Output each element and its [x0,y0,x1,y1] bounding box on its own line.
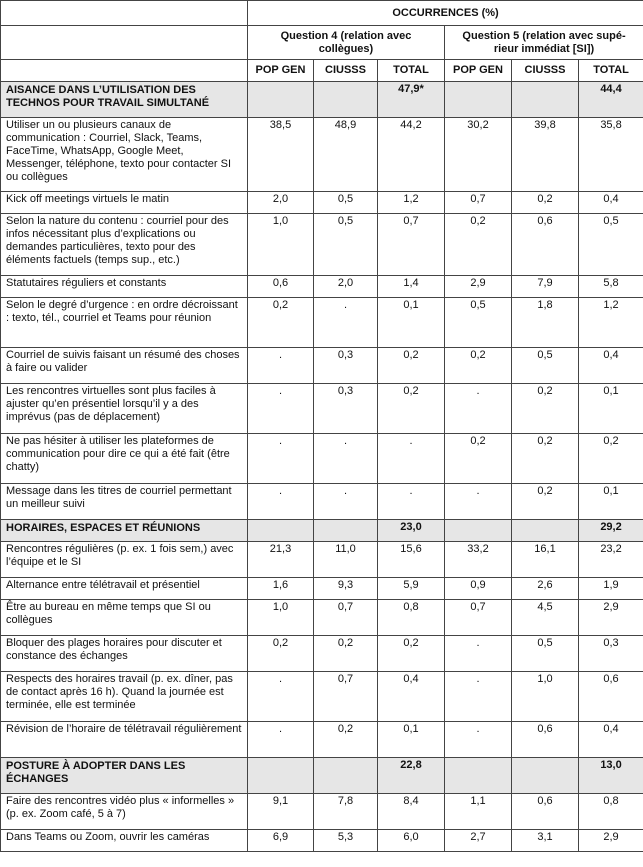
value-cell: 16,1 [512,542,579,578]
value-cell: 0,5 [512,636,579,672]
table-row [1,276,643,298]
value-cell: 1,9 [579,578,643,600]
value-cell: 0,4 [378,672,445,722]
value-cell: . [378,484,445,520]
value-cell: 0,7 [445,600,512,636]
table-row [1,484,643,520]
value-cell: 1,4 [378,276,445,298]
value-cell: 5,8 [579,276,643,298]
value-cell: 0,3 [314,348,378,384]
table-body [1,82,643,852]
value-cell: 0,1 [579,384,643,434]
section-row [1,82,643,118]
value-cell: . [445,722,512,758]
value-cell: 35,8 [579,118,643,192]
value-cell: 1,6 [248,578,314,600]
value-cell: 4,5 [512,600,579,636]
value-cell: 0,2 [512,484,579,520]
value-cell: 23,0 [378,520,445,542]
table-row [1,830,643,852]
value-cell: . [445,672,512,722]
question-5-header: Question 5 (relation avec supé- rieur immédiat [SI]) [445,26,643,60]
value-cell: 21,3 [248,542,314,578]
value-cell: 2,9 [579,600,643,636]
table-row [1,434,643,484]
value-cell: 0,6 [512,794,579,830]
value-cell: 0,1 [378,298,445,348]
value-cell: . [248,434,314,484]
column-header: TOTAL [378,60,445,82]
value-cell: 15,6 [378,542,445,578]
table-row [1,578,643,600]
value-cell: 1,0 [248,600,314,636]
row-label: Alternance entre télétravail et présentiel [1,578,248,600]
value-cell: 0,9 [445,578,512,600]
row-label: Faire des rencontres vidéo plus « informelles » (p. ex. Zoom café, 5 à 7) [1,794,248,830]
row-label: Ne pas hésiter à utiliser les plateformes de communication pour dire ce qui a été fait (être chatty) [1,434,248,484]
row-label: Être au bureau en même temps que SI ou collègues [1,600,248,636]
value-cell [248,758,314,794]
table-row [1,600,643,636]
value-cell: 7,9 [512,276,579,298]
column-header: POP GEN [445,60,512,82]
value-cell [445,758,512,794]
section-label: POSTURE À ADOPTER DANS LES ÉCHANGES [1,758,248,794]
value-cell: 0,5 [314,192,378,214]
row-label: Les rencontres virtuelles sont plus faciles à ajuster qu’en présentiel lorsqu’il y a des imprévus (pas de déplacement) [1,384,248,434]
value-cell: 13,0 [579,758,643,794]
value-cell: . [378,434,445,484]
table-row [1,722,643,758]
row-label: Courriel de suivis faisant un résumé des choses à faire ou valider [1,348,248,384]
column-header: TOTAL [579,60,643,82]
corner-cell [1,1,248,26]
value-cell: 22,8 [378,758,445,794]
value-cell: 5,3 [314,830,378,852]
section-row [1,758,643,794]
value-cell: 6,9 [248,830,314,852]
value-cell: 0,5 [512,348,579,384]
column-header: POP GEN [248,60,314,82]
row-label: Respects des horaires travail (p. ex. dîner, pas de contact après 16 h). Quand la journée est terminée, elle est terminée [1,672,248,722]
value-cell: 0,8 [378,600,445,636]
value-cell: 0,2 [378,636,445,672]
corner-cell-3 [1,60,248,82]
value-cell: 0,2 [445,214,512,276]
value-cell: 0,2 [314,722,378,758]
value-cell: . [248,384,314,434]
value-cell: 11,0 [314,542,378,578]
value-cell: 0,2 [445,348,512,384]
corner-cell-2 [1,26,248,60]
value-cell: 48,9 [314,118,378,192]
value-cell: 9,3 [314,578,378,600]
value-cell: 0,4 [579,348,643,384]
value-cell [314,758,378,794]
value-cell: 44,4 [579,82,643,118]
occurrences-header: OCCURRENCES (%) [248,1,643,26]
value-cell [512,82,579,118]
section-label: AISANCE DANS L’UTILISATION DES TECHNOS POUR TRAVAIL SIMULTANÉ [1,82,248,118]
value-cell: 2,0 [248,192,314,214]
value-cell: 6,0 [378,830,445,852]
row-label: Dans Teams ou Zoom, ouvrir les caméras [1,830,248,852]
value-cell: 0,8 [579,794,643,830]
value-cell [512,758,579,794]
value-cell [445,82,512,118]
value-cell: 0,4 [579,722,643,758]
value-cell [445,520,512,542]
table-row [1,636,643,672]
table-row [1,298,643,348]
row-label: Selon le degré d’urgence : en ordre décroissant : texto, tél., courriel et Teams pour réunion [1,298,248,348]
value-cell: 0,1 [579,484,643,520]
value-cell: . [314,298,378,348]
value-cell: 0,2 [248,298,314,348]
value-cell [248,82,314,118]
row-label: Révision de l’horaire de télétravail régulièrement [1,722,248,758]
value-cell: 38,5 [248,118,314,192]
row-label: Rencontres régulières (p. ex. 1 fois sem,) avec l’équipe et le SI [1,542,248,578]
value-cell: 1,8 [512,298,579,348]
value-cell: 0,2 [248,636,314,672]
table-row [1,348,643,384]
section-label: HORAIRES, ESPACES ET RÉUNIONS [1,520,248,542]
table-row [1,214,643,276]
value-cell: 0,6 [512,722,579,758]
column-header: CIUSSS [512,60,579,82]
value-cell: 5,9 [378,578,445,600]
value-cell [248,520,314,542]
value-cell: . [314,484,378,520]
value-cell: 0,6 [248,276,314,298]
value-cell: 0,5 [314,214,378,276]
value-cell: 2,9 [445,276,512,298]
value-cell: 0,7 [378,214,445,276]
value-cell: 2,0 [314,276,378,298]
value-cell: 29,2 [579,520,643,542]
value-cell: 23,2 [579,542,643,578]
value-cell [314,82,378,118]
question-4-header: Question 4 (relation avec collègues) [248,26,445,60]
value-cell: 1,2 [579,298,643,348]
value-cell: 0,2 [445,434,512,484]
value-cell: . [314,434,378,484]
value-cell: 0,2 [512,434,579,484]
value-cell: 0,2 [378,348,445,384]
value-cell: . [445,636,512,672]
value-cell: 3,1 [512,830,579,852]
section-row [1,520,643,542]
value-cell: 2,6 [512,578,579,600]
value-cell: . [248,348,314,384]
row-label: Bloquer des plages horaires pour discuter et constance des échanges [1,636,248,672]
table-row [1,192,643,214]
value-cell: 1,1 [445,794,512,830]
value-cell: 0,5 [445,298,512,348]
value-cell: 0,1 [378,722,445,758]
row-label: Selon la nature du contenu : courriel pour des infos nécessitant plus d’explications ou demandes particulières, texto pour des éléments factuels (temps sup., etc.) [1,214,248,276]
value-cell: 0,2 [579,434,643,484]
value-cell: 9,1 [248,794,314,830]
value-cell: 0,3 [579,636,643,672]
value-cell: . [445,484,512,520]
value-cell: 0,7 [314,672,378,722]
table-row [1,672,643,722]
value-cell: . [248,722,314,758]
value-cell: 0,4 [579,192,643,214]
value-cell: 0,6 [579,672,643,722]
value-cell: . [445,384,512,434]
value-cell: 1,2 [378,192,445,214]
value-cell: 0,2 [512,192,579,214]
value-cell: 47,9* [378,82,445,118]
value-cell: 7,8 [314,794,378,830]
value-cell: 2,7 [445,830,512,852]
value-cell: 30,2 [445,118,512,192]
value-cell: 0,3 [314,384,378,434]
value-cell: 0,2 [378,384,445,434]
value-cell: 0,5 [579,214,643,276]
value-cell: 0,6 [512,214,579,276]
value-cell: 1,0 [512,672,579,722]
table-row [1,384,643,434]
value-cell: . [248,484,314,520]
value-cell: 0,2 [512,384,579,434]
row-label: Utiliser un ou plusieurs canaux de communication : Courriel, Slack, Teams, FaceTime, WhatsApp, Google Meet, Messenger, téléphone, texto pour contacter SI ou collègues [1,118,248,192]
row-label: Statutaires réguliers et constants [1,276,248,298]
value-cell: 0,7 [445,192,512,214]
value-cell: 0,2 [314,636,378,672]
table-row [1,794,643,830]
value-cell: 8,4 [378,794,445,830]
value-cell: 2,9 [579,830,643,852]
row-label: Kick off meetings virtuels le matin [1,192,248,214]
value-cell: 1,0 [248,214,314,276]
value-cell: . [248,672,314,722]
value-cell: 0,7 [314,600,378,636]
value-cell: 44,2 [378,118,445,192]
value-cell [512,520,579,542]
row-label: Message dans les titres de courriel permettant un meilleur suivi [1,484,248,520]
table-row [1,542,643,578]
value-cell [314,520,378,542]
value-cell: 33,2 [445,542,512,578]
value-cell: 39,8 [512,118,579,192]
table-row [1,118,643,192]
column-header: CIUSSS [314,60,378,82]
